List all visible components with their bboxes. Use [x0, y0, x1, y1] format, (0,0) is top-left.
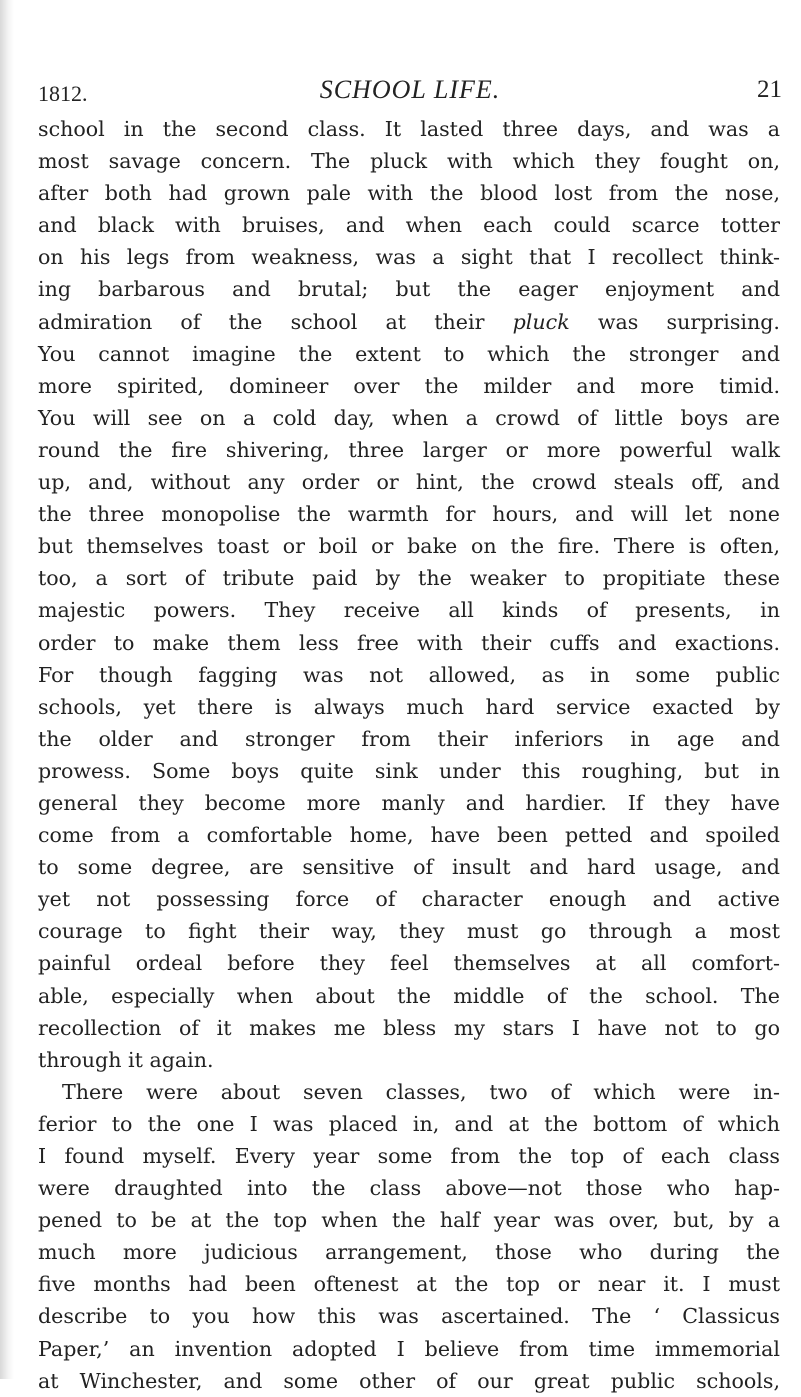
text-line: yet not possessing force of character enough and active: [38, 887, 780, 912]
text-line: and black with bruises, and when each could scarce totter: [38, 213, 780, 238]
text-line: five months had been oftenest at the top or near it. I must: [38, 1272, 780, 1297]
page-number: 21: [757, 76, 782, 103]
text-line: come from a comfortable home, have been petted and spoiled: [38, 823, 780, 848]
text-line: were draughted into the class above—not those who hap-: [38, 1176, 780, 1201]
text-segment: admiration of the school at their: [38, 309, 485, 334]
book-page: [20, 0, 782, 1393]
text-line: the three monopolise the warmth for hours, and will let none: [38, 502, 780, 527]
header-title: SCHOOL LIFE.: [319, 75, 501, 104]
text-line: on his legs from weakness, was a sight that I recollect think-: [38, 245, 780, 270]
text-line: courage to fight their way, they must go through a most: [38, 919, 780, 944]
text-line: ing barbarous and brutal; but the eager enjoyment and: [38, 277, 780, 302]
text-line: the older and stronger from their inferiors in age and: [38, 726, 780, 751]
text-line: round the fire shivering, three larger or more powerful walk: [38, 437, 780, 462]
text-line: after both had grown pale with the blood lost from the nose,: [38, 181, 780, 206]
text-line: but themselves toast or boil or bake on the fire. There is often,: [38, 534, 780, 559]
text-line: majestic powers. They receive all kinds of presents, in: [38, 598, 780, 623]
text-line: general they become more manly and hardier. If they have: [38, 790, 780, 815]
text-line: You will see on a cold day, when a crowd of little boys are: [38, 405, 780, 430]
text-line: describe to you how this was ascertained. The ‘ Classicus: [38, 1304, 780, 1329]
text-line: ferior to the one I was placed in, and at the bottom of which: [38, 1111, 780, 1136]
text-line: most savage concern. The pluck with which they fought on,: [38, 149, 780, 174]
text-line: Paper,’ an invention adopted I believe from time immemorial: [38, 1336, 780, 1361]
text-line: pened to be at the top when the half year was over, but, by a: [38, 1208, 780, 1233]
header-year: 1812.: [38, 81, 88, 106]
text-line: more spirited, domineer over the milder and more timid.: [38, 373, 780, 398]
text-line: I found myself. Every year some from the top of each class: [38, 1144, 780, 1168]
text-line: order to make them less free with their cuffs and exactions.: [38, 630, 780, 655]
text-line: at Winchester, and some other of our great public schools,: [38, 1368, 780, 1393]
text-line: schools, yet there is always much hard service exacted by: [38, 694, 780, 719]
text-segment: was surprising.: [597, 309, 780, 334]
italic-word: pluck: [512, 309, 570, 334]
text-line: For though fagging was not allowed, as in some public: [38, 662, 780, 687]
text-line: school in the second class. It lasted three days, and was a: [38, 117, 780, 141]
running-header: [38, 75, 782, 109]
text-line: You cannot imagine the extent to which the stronger and: [38, 341, 780, 366]
text-line: through it again.: [38, 1047, 214, 1072]
text-line: too, a sort of tribute paid by the weaker to propitiate these: [38, 566, 780, 591]
text-line: [38, 306, 780, 338]
text-line: to some degree, are sensitive of insult and hard usage, and: [38, 855, 780, 880]
text-line: prowess. Some boys quite sink under this roughing, but in: [38, 758, 780, 783]
text-line: up, and, without any order or hint, the crowd steals off, and: [38, 470, 780, 495]
text-line: painful ordeal before they feel themselves at all comfort-: [38, 951, 780, 976]
body-text: [38, 113, 780, 1397]
text-line: recollection of it makes me bless my stars I have not to go: [38, 1015, 780, 1040]
text-line: There were about seven classes, two of which were in-: [62, 1079, 780, 1104]
text-line: able, especially when about the middle of the school. The: [38, 983, 780, 1008]
text-line: much more judicious arrangement, those who during the: [38, 1240, 780, 1265]
page-edge-shadow: [0, 0, 14, 1379]
